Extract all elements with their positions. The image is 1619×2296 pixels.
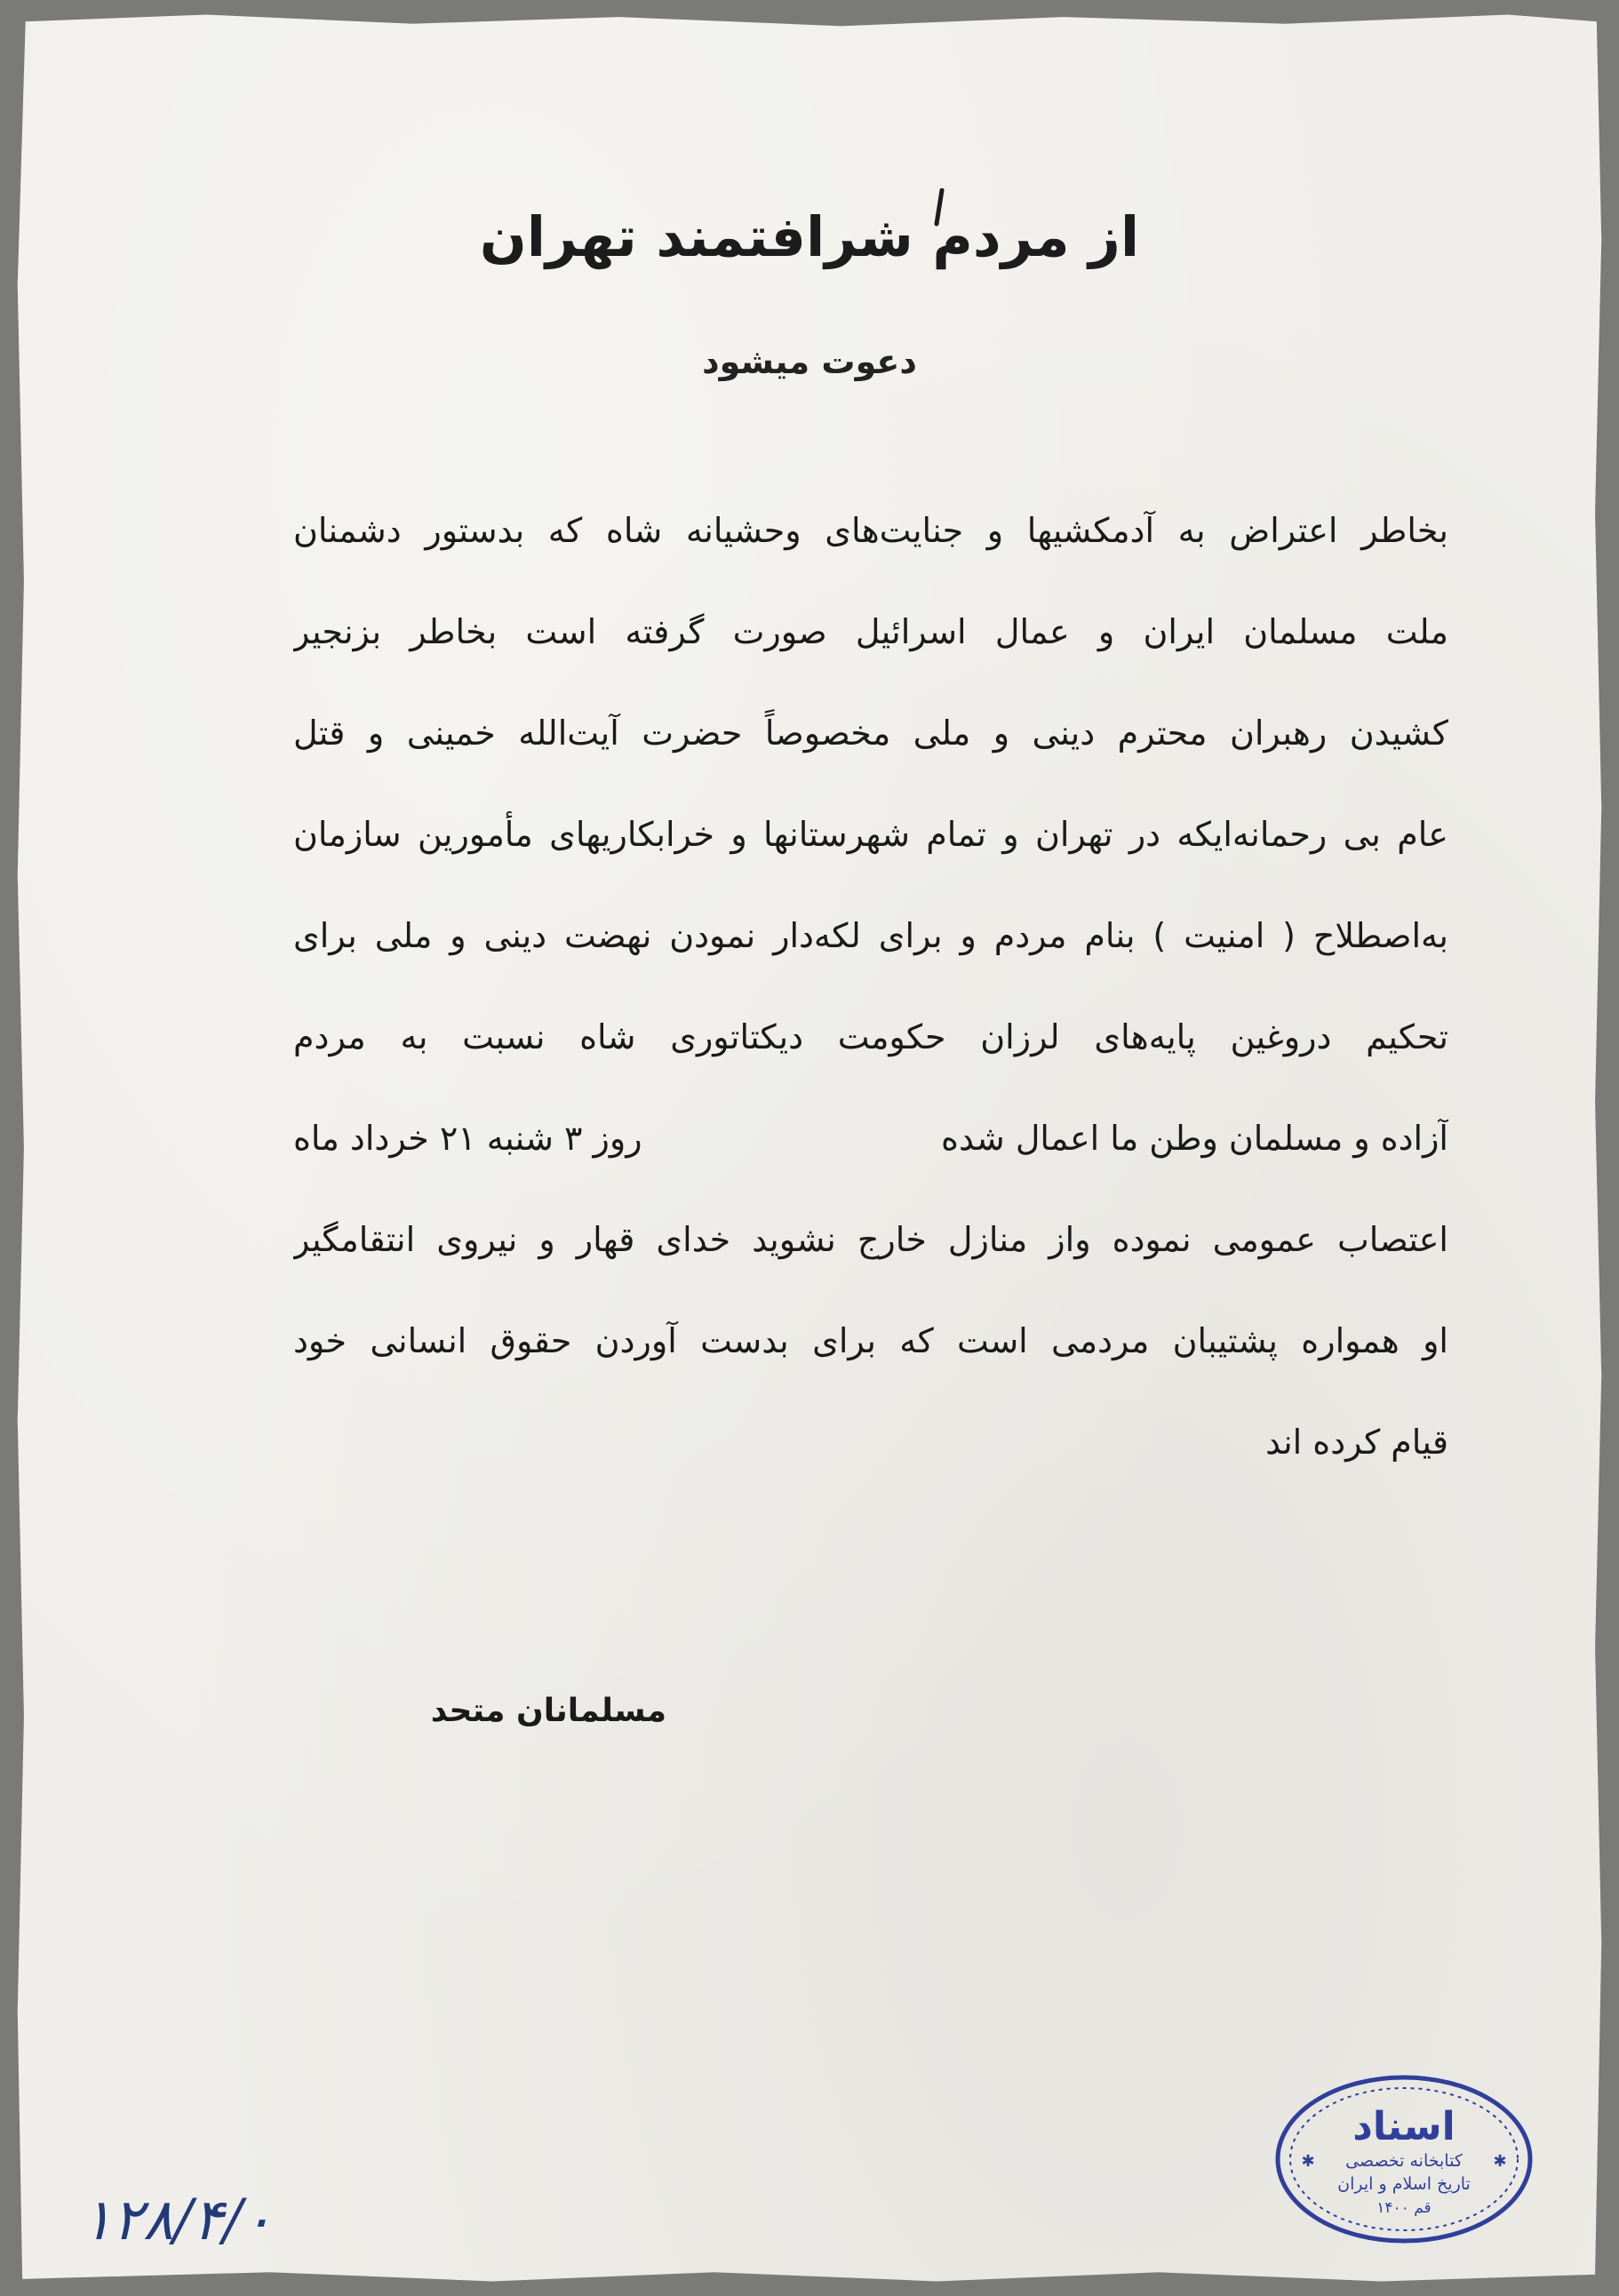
stamp-line-3: قم ۱۴۰۰ [1376,2199,1432,2217]
stamp-title: اسناد [1352,2104,1456,2149]
body-line-10: قیام کرده اند [1265,1423,1448,1462]
stamp-star-left-icon: ✱ [1301,2152,1315,2171]
body-line-6: تحکیم دروغین پایه‌های لرزان حکومت دیکتاتوری شاه نسبت به مردم [293,1017,1448,1056]
document-body [293,480,1448,1493]
handwritten-note: ۱۲۸/۴/۰ [82,2188,273,2253]
stamp-line-2: تاریخ اسلام و ایران [1337,2174,1471,2194]
body-line-9: او همواره پشتیبان مردمی است که برای بدست آوردن حقوق انسانی خود [293,1321,1448,1360]
stamp-star-right-icon: ✱ [1493,2152,1507,2171]
body-line-7 [293,1088,1448,1189]
document-subtitle: دعوت میشود [702,342,917,381]
stamp-line-1: کتابخانه تخصصی [1345,2151,1463,2171]
document-title: از مردم شرافتمند تهران [479,204,1140,269]
library-stamp [1271,2070,1537,2248]
body-line-5: به‌اصطلاح ( امنیت ) بنام مردم و برای لکه‌دار نمودن نهضت دینی و ملی برای [293,916,1448,955]
body-line-1: بخاطر اعتراض به آدمکشیها و جنایت‌های وحشیانه شاه که بدستور دشمنان [293,511,1448,550]
body-line-7-left: روز ۳ شنبه ۲۱ خرداد ماه [293,1119,642,1158]
body-line-7-right: آزاده و مسلمان وطن ما اعمال شده [941,1119,1448,1158]
body-line-2: ملت مسلمان ایران و عمال اسرائیل صورت گرفته است بخاطر بزنجیر [293,612,1448,651]
body-line-4: عام بی رحمانه‌ایکه در تهران و تمام شهرستانها و خرابکاریهای مأمورین سازمان [293,815,1448,854]
body-line-3: کشیدن رهبران محترم دینی و ملی مخصوصاً حضرت آیت‌الله خمینی و قتل [293,714,1448,753]
body-line-8: اعتصاب عمومی نموده واز منازل خارج نشوید خدای قهار و نیروی انتقامگیر [293,1220,1448,1259]
signature: مسلمانان متحد [430,1693,666,1729]
